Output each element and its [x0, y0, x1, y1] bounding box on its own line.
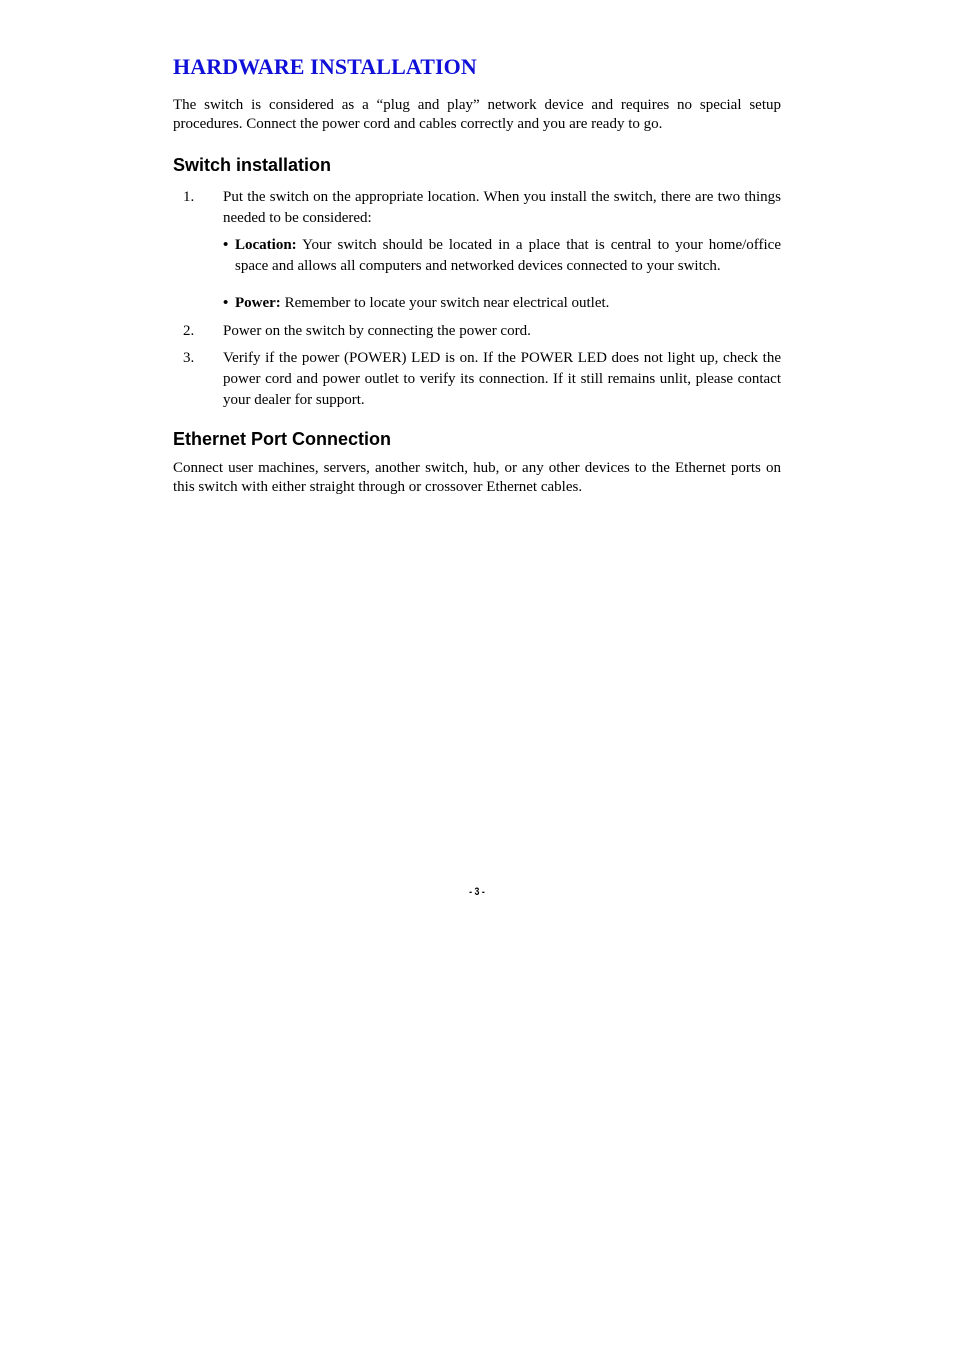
installation-steps [173, 187, 781, 411]
bullet-text: Your switch should be located in a place that is central to your home/office space and allows all computers and networked devices connected to your switch. [235, 237, 781, 274]
bullet-power [223, 293, 781, 314]
bullet-text: Remember to locate your switch near electrical outlet. [280, 295, 610, 311]
step-number: 2. [183, 323, 195, 339]
step-text: Verify if the power (POWER) LED is on. If the POWER LED does not light up, check the power cord and power outlet to verify its connection. If it still remains unlit, please contact your dealer for support. [223, 350, 781, 408]
bullet-icon: • [223, 295, 229, 311]
bullet-label: Power: [235, 295, 281, 311]
ethernet-paragraph: Connect user machines, servers, another switch, hub, or any other devices to the Ethernet ports on this switch with either straight through or crossover Ethernet cables. [173, 460, 781, 495]
section-title-ethernet-port-connection: Ethernet Port Connection [173, 429, 392, 449]
step-text: Power on the switch by connecting the power cord. [223, 323, 531, 339]
step-2 [173, 321, 781, 342]
section-title-switch-installation: Switch installation [173, 155, 332, 175]
step-1 [173, 187, 781, 314]
bullet-label: Location: [235, 237, 297, 253]
bullet-icon: • [223, 237, 229, 253]
bullet-location [223, 235, 781, 277]
page-number: - 3 - [469, 886, 485, 898]
page-title: HARDWARE INSTALLATION [173, 54, 477, 79]
step-number: 1. [183, 189, 195, 205]
step-text: Put the switch on the appropriate location. When you install the switch, there are two things needed to be considered: [223, 189, 781, 226]
step-number: 3. [183, 350, 195, 366]
page-content [173, 52, 781, 497]
step-3 [173, 348, 781, 411]
intro-paragraph: The switch is considered as a “plug and play” network device and requires no special setup procedures. Connect the power cord and cables correctly and you are ready to go. [173, 97, 781, 132]
